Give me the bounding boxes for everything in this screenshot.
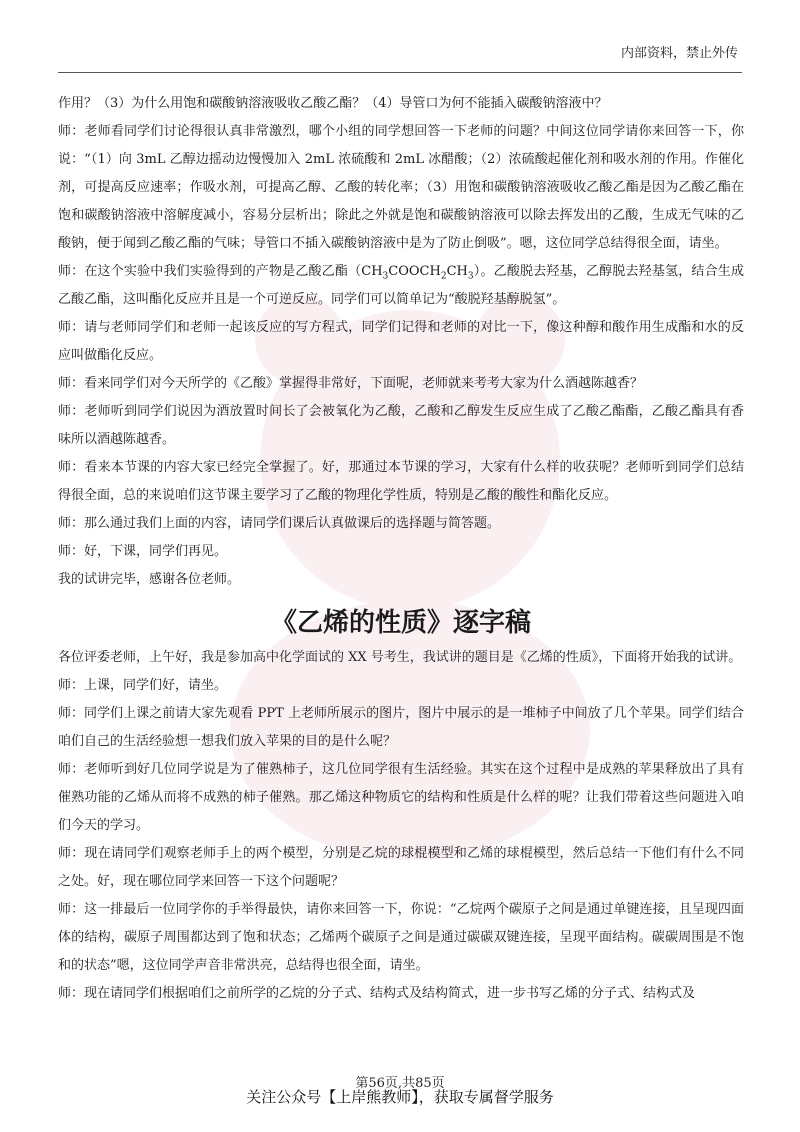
- paragraph: 师：看来本节课的内容大家已经完全掌握了。好，那通过本节课的学习，大家有什么样的收获呢？老师听到同学们总结得很全面，总的来说咱们这节课主要学习了乙酸的物理化学性质，特别是乙酸的酸性和酯化反应。: [58, 460, 744, 503]
- subscript: 3: [467, 271, 474, 282]
- text-span: COOCH: [388, 264, 441, 279]
- paragraph: 作用？（3）为什么用饱和碳酸钠溶液吸收乙酸乙酯？（4）导管口为何不能插入碳酸钠溶液中？: [58, 96, 608, 111]
- header-note: 内部资料，禁止外传: [620, 46, 738, 61]
- subscript: 3: [382, 271, 389, 282]
- paragraph: 师：老师看同学们讨论得很认真非常激烈，哪个小组的同学想回答一下老师的问题？中间这位同学请你来回答一下，你说：“（1）向 3mL 乙醇边摇动边慢慢加入 2mL 浓硫酸和 2mL 冰醋酸；（2）浓硫酸起催化剂和吸水剂的作用。作催化剂，可提高反应速率；作吸水剂，可提高乙醇、乙酸的转化率；（3）用饱和碳酸钠溶液吸收乙酸乙酯是因为乙酸乙酯在饱和碳酸钠溶液中溶解度减小，容易分层析出；除此之外就是饱和碳酸钠溶液可以除去挥发出的乙酸，生成无气味的乙酸钠，便于闻到乙酸乙酯的气味；导管口不插入碳酸钠溶液中是为了防止倒吸”。嗯，这位同学总结得很全面，请坐。: [58, 124, 744, 251]
- page-number: 第56页,共85页: [355, 1076, 445, 1091]
- paragraph: 师：这一排最后一位同学你的手举得最快，请你来回答一下，你说：“乙烷两个碳原子之间是通过单键连接，且呈现四面体的结构，碳原子周围都达到了饱和状态；乙烯两个碳原子之间是通过碳碳双键连接，呈现平面结构。碳碳周围是不饱和的状态”嗯，这位同学声音非常洪亮，总结得也很全面，请坐。: [58, 902, 744, 973]
- paragraph: 师：好，下课，同学们再见。: [58, 544, 228, 559]
- paragraph: 师：上课，同学们好，请坐。: [58, 678, 228, 693]
- paragraph: 我的试讲完毕，感谢各位老师。: [58, 572, 241, 587]
- text-span: ）。乙酸脱去羟基，乙醇脱去羟基氢，结合生成乙酸乙酯，这叫酯化反应并且是一个可逆反应。同学们可以简单记为“酸脱羟基醇脱氢”。: [58, 264, 744, 307]
- paragraph: 师：看来同学们对今天所学的《乙酸》掌握得非常好，下面呢，老师就来考考大家为什么酒越陈越香？: [58, 376, 644, 391]
- paragraph: 师：那么通过我们上面的内容，请同学们课后认真做课后的选择题与简答题。: [58, 516, 501, 531]
- paragraph: 师：现在请同学们观察老师手上的两个模型，分别是乙烷的球棍模型和乙烯的球棍模型，然后总结一下他们有什么不同之处。好，现在哪位同学来回答一下这个问题呢？: [58, 846, 744, 889]
- footer-promo: 关注公众号【上岸熊教师】，获取专属督学服务: [246, 1088, 554, 1106]
- paragraph-formula: [58, 258, 744, 314]
- header-divider: [58, 72, 742, 73]
- paragraph: 师：老师听到同学们说因为酒放置时间长了会被氧化为乙酸，乙酸和乙醇发生反应生成了乙酸乙酯酯，乙酸乙酯具有香味所以酒越陈越香。: [58, 404, 744, 447]
- paragraph: 各位评委老师，上午好，我是参加高中化学面试的 XX 号考生，我试讲的题目是《乙烯的性质》，下面将开始我的试讲。: [58, 650, 742, 665]
- text-span: CH: [446, 264, 468, 279]
- paragraph: 师：现在请同学们根据咱们之前所学的乙烷的分子式、结构式及结构简式，进一步书写乙烯的分子式、结构式及: [58, 986, 696, 1001]
- subscript: 2: [440, 271, 447, 282]
- document-body: [58, 90, 744, 1008]
- paragraph: 师：请与老师同学们和老师一起该反应的写方程式，同学们记得和老师的对比一下，像这种醇和酸作用生成酯和水的反应叫做酯化反应。: [58, 320, 744, 363]
- section-title: 《乙烯的性质》逐字稿: [270, 608, 531, 638]
- paragraph: 师：同学们上课之前请大家先观看 PPT 上老师所展示的图片，图片中展示的是一堆柿子中间放了几个苹果。同学们结合咱们自己的生活经验想一想我们放入苹果的目的是什么呢？: [58, 706, 744, 749]
- text-span: 师：在这个实验中我们实验得到的产物是乙酸乙酯（CH: [58, 264, 383, 279]
- paragraph: 师：老师听到好几位同学说是为了催熟柿子，这几位同学很有生活经验。其实在这个过程中是成熟的苹果释放出了具有催熟功能的乙烯从而将不成熟的柿子催熟。那乙烯这种物质它的结构和性质是什么样的呢？让我们带着这些问题进入咱们今天的学习。: [58, 762, 744, 833]
